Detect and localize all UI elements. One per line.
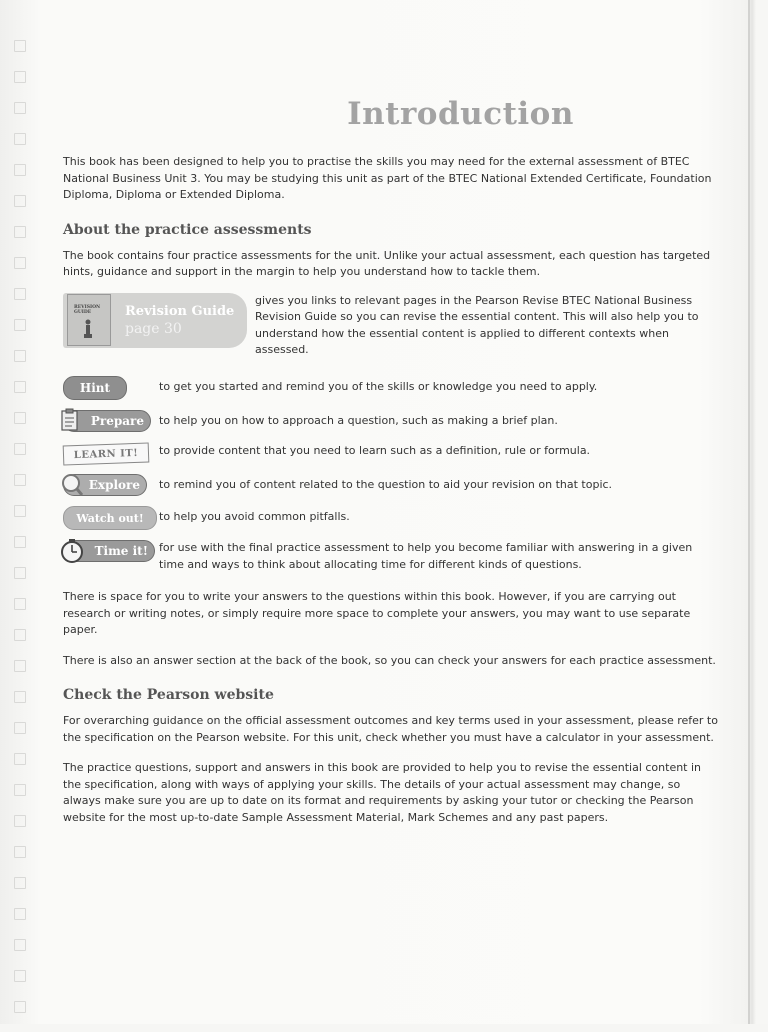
watch-out-badge: Watch out! — [63, 506, 157, 530]
book-cover-title: REVISION GUIDE — [74, 305, 101, 315]
pearson-paragraph-2: The practice questions, support and answers in this book are provided to help you to revise the essential content in the specification, along with ways of applying your skills. The details of your actual assessment may change, so always make sure you are up to date on its format and requirements by asking your tutor or checking the Pearson website for the most up-to-date Sample Assessment Material, Mark Schemes and any past papers. — [63, 761, 702, 824]
time-it-badge: Time it! — [63, 540, 155, 562]
feature-row-learn-it — [63, 442, 718, 465]
about-paragraph: The book contains four practice assessments for the unit. Unlike your actual assessment, each question has targeted hints, guidance and support in the margin to help you understand how to tackle them. — [63, 248, 711, 278]
margin-decoration — [14, 40, 28, 1032]
space-paragraph: There is space for you to write your answers to the questions within this book. However, if you are carrying out research or writing notes, or simply require more space to complete your answers, you may want to use separate paper. — [63, 590, 691, 636]
page-content — [63, 96, 718, 826]
learn-it-stamp: LEARN IT! — [63, 443, 150, 466]
feature-row-explore — [63, 474, 718, 496]
watch-out-text: to help you avoid common pitfalls. — [159, 510, 350, 523]
pearson-paragraph-1: For overarching guidance on the official assessment outcomes and key terms used in your assessment, please refer to the specification on the Pearson website. For this unit, check whether you must have a calculator in your assessment. — [63, 714, 718, 744]
page-title: Introduction — [347, 96, 574, 132]
feature-row-hint — [63, 376, 718, 400]
chess-piece-icon — [83, 319, 93, 339]
time-it-text: for use with the final practice assessment to help you become familiar with answering in a given time and ways to think about allocating time for different kinds of questions. — [159, 541, 693, 571]
intro-paragraph: This book has been designed to help you to practise the skills you may need for the external assessment of BTEC National Business Unit 3. You may be studying this unit as part of the BTEC National Extended Certificate, Foundation Diploma, Diploma or Extended Diploma. — [63, 155, 712, 201]
stopwatch-icon — [60, 538, 84, 564]
explore-badge: Explore — [63, 474, 147, 496]
hint-badge: Hint — [63, 376, 127, 400]
magnifier-icon — [61, 473, 83, 497]
feature-row-time-it — [63, 540, 718, 573]
about-heading: About the practice assessments — [63, 221, 312, 238]
feature-row-watch-out — [63, 506, 718, 530]
feature-row-prepare — [63, 410, 718, 432]
revision-guide-badge — [63, 293, 247, 348]
revision-guide-label: Revision Guide — [125, 303, 235, 319]
revision-guide-page: page 30 — [125, 320, 182, 337]
revision-guide-book-icon — [67, 294, 111, 346]
page-edge-line — [748, 0, 750, 1024]
explore-text: to remind you of content related to the question to aid your revision on that topic. — [159, 478, 613, 491]
hint-text: to get you started and remind you of the skills or knowledge you need to apply. — [159, 379, 598, 393]
revision-guide-text: gives you links to relevant pages in the Pearson Revise BTEC National Business Revision Guide so you can revise the essential content. This will also help you to understand how the essential content is applied to different contexts when assessed. — [255, 293, 699, 356]
revision-guide-row — [63, 293, 718, 359]
clipboard-icon — [59, 408, 81, 432]
pearson-heading: Check the Pearson website — [63, 687, 274, 703]
prepare-text: to help you on how to approach a question, such as making a brief plan. — [159, 413, 558, 427]
prepare-badge: Prepare — [63, 410, 151, 432]
learn-it-text: to provide content that you need to learn such as a definition, rule or formula. — [159, 443, 591, 457]
answer-paragraph: There is also an answer section at the back of the book, so you can check your answers for each practice assessment. — [63, 653, 716, 667]
